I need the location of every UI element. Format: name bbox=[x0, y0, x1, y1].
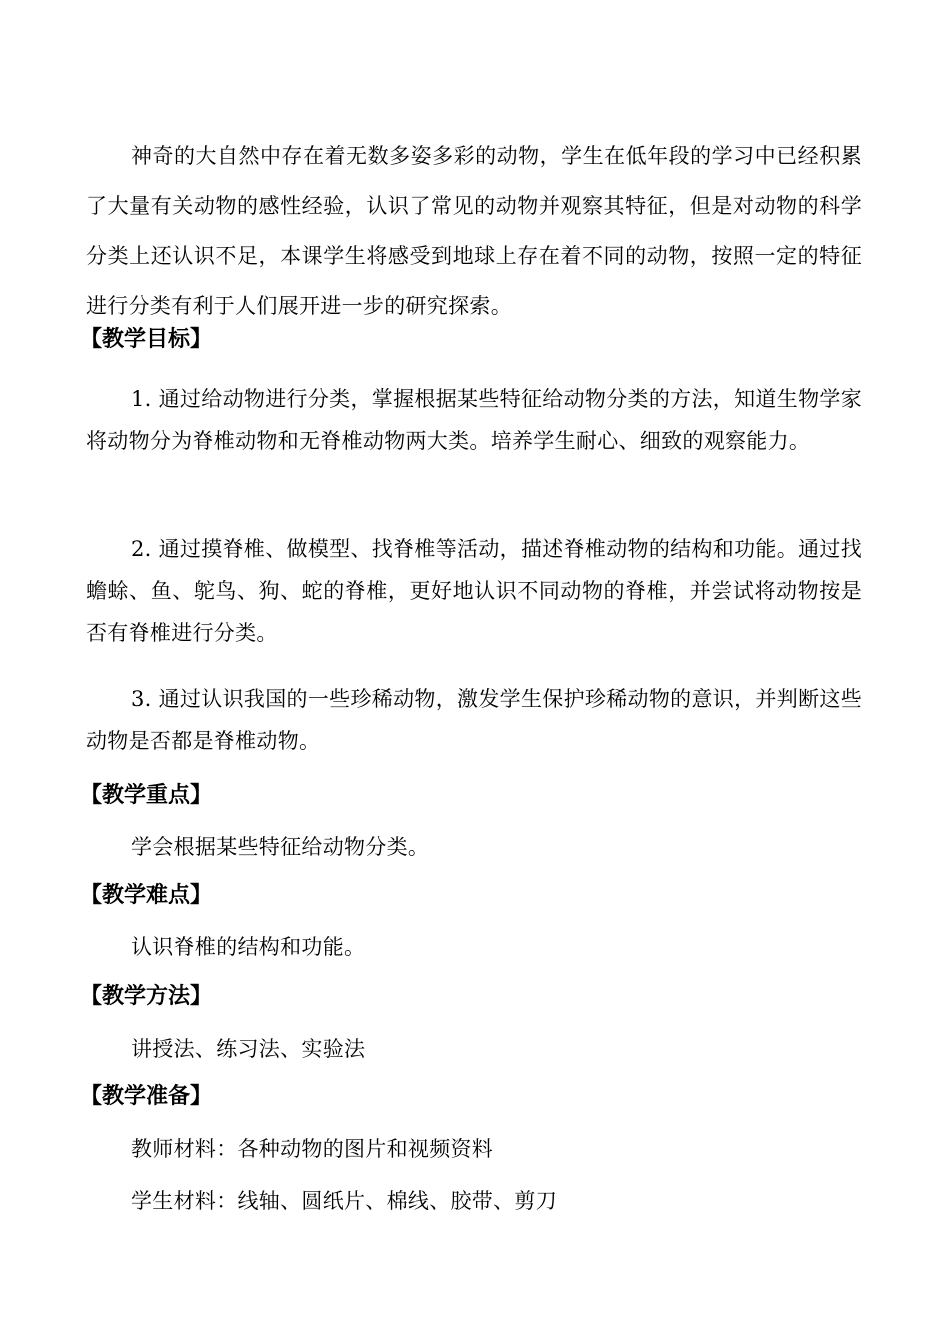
objective-item-1: 1. 通过给动物进行分类，掌握根据某些特征给动物分类的方法，知道生物学家将动物分为脊椎动物和无脊椎动物两大类。培养学生耐心、细致的观察能力。 bbox=[86, 387, 862, 453]
preparation-heading: 【教学准备】 bbox=[80, 1084, 213, 1109]
intro-paragraph: 神奇的大自然中存在着无数多姿多彩的动物，学生在低年段的学习中已经积累了大量有关动物的感性经验，认识了常见的动物并观察其特征，但是对动物的科学分类上还认识不足，本课学生将感受到地球上存在着不同的动物，按照一定的特征进行分类有利于人们展开进一步的研究探索。 bbox=[86, 144, 862, 318]
key-points-text: 学会根据某些特征给动物分类。 bbox=[131, 835, 430, 859]
teacher-materials: 教师材料：各种动物的图片和视频资料 bbox=[131, 1137, 494, 1161]
methods-text: 讲授法、练习法、实验法 bbox=[131, 1037, 366, 1061]
objective-item-3: 3. 通过认识我国的一些珍稀动物，激发学生保护珍稀动物的意识，并判断这些动物是否都是脊椎动物。 bbox=[86, 687, 862, 753]
objective-item-2: 2. 通过摸脊椎、做模型、找脊椎等活动，描述脊椎动物的结构和功能。通过找蟾蜍、鱼、鸵鸟、狗、蛇的脊椎，更好地认识不同动物的脊椎，并尝试将动物按是否有脊椎进行分类。 bbox=[86, 537, 862, 645]
methods-heading: 【教学方法】 bbox=[80, 984, 213, 1009]
difficulties-heading: 【教学难点】 bbox=[80, 883, 213, 908]
difficulties-text: 认识脊椎的结构和功能。 bbox=[131, 935, 366, 959]
objectives-heading: 【教学目标】 bbox=[80, 327, 213, 352]
key-points-heading: 【教学重点】 bbox=[80, 783, 213, 808]
student-materials: 学生材料：线轴、圆纸片、棉线、胶带、剪刀 bbox=[131, 1189, 557, 1213]
